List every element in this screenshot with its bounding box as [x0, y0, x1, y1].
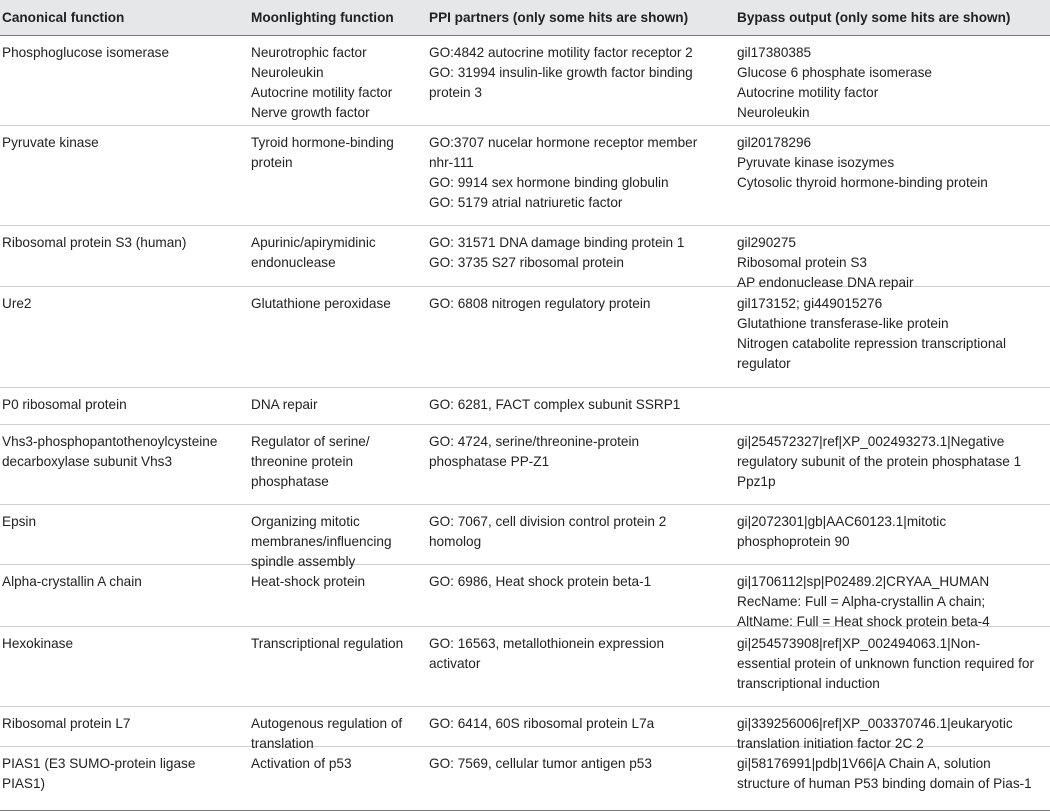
cell-text-line: Glutathione peroxidase: [251, 296, 391, 311]
cell-text-line: Ure2: [2, 296, 32, 311]
table-row: [0, 388, 1050, 425]
cell-text-line: Phosphoglucose isomerase: [2, 45, 170, 60]
cell-text-line: AP endonuclease DNA repair: [737, 275, 914, 290]
cell-text-line: phosphatase PP-Z1: [429, 454, 550, 469]
cell-bypass-output: [737, 432, 1049, 492]
cell-moonlighting-function: [251, 233, 423, 273]
cell-text-line: endonuclease: [251, 255, 336, 270]
cell-canonical-function: [2, 294, 246, 314]
header-canonical-function: Canonical function: [2, 10, 125, 25]
cell-text-line: Pyruvate kinase: [2, 135, 99, 150]
cell-canonical-function: [2, 395, 246, 415]
cell-text-line: homolog: [429, 534, 482, 549]
cell-ppi-partners: [429, 754, 725, 774]
cell-text-line: GO: 31571 DNA damage binding protein 1: [429, 235, 685, 250]
cell-text-line: gi|339256006|ref|XP_003370746.1|eukaryotic: [737, 716, 1013, 731]
cell-canonical-function: [2, 572, 246, 592]
cell-text-line: GO: 6281, FACT complex subunit SSRP1: [429, 397, 681, 412]
cell-moonlighting-function: [251, 294, 423, 314]
cell-text-line: translation: [251, 736, 314, 751]
header-ppi-partners: PPI partners (only some hits are shown): [429, 10, 689, 25]
cell-text-line: AltName: Full = Heat shock protein beta-4: [737, 614, 990, 629]
cell-text-line: Neurotrophic factor: [251, 45, 367, 60]
cell-text-line: Nerve growth factor: [251, 105, 370, 120]
cell-text-line: GO: 3735 S27 ribosomal protein: [429, 255, 624, 270]
cell-text-line: nhr-111: [429, 155, 474, 170]
cell-text-line: Heat-shock protein: [251, 574, 366, 589]
table-row: [0, 747, 1050, 811]
table-row: [0, 36, 1050, 126]
cell-moonlighting-function: [251, 572, 423, 592]
cell-ppi-partners: [429, 714, 725, 734]
cell-text-line: essential protein of unknown function required for: [737, 656, 1034, 671]
cell-text-line: Apurinic/apirymidinic: [251, 235, 376, 250]
cell-text-line: gi|58176991|pdb|1V66|A Chain A, solution: [737, 756, 991, 771]
cell-text-line: phosphatase: [251, 474, 329, 489]
cell-text-line: Ppz1p: [737, 474, 776, 489]
cell-ppi-partners: [429, 43, 725, 103]
cell-text-line: Glutathione transferase-like protein: [737, 316, 949, 331]
cell-text-line: Transcriptional regulation: [251, 636, 404, 651]
header-moonlighting-function: Moonlighting function: [251, 10, 394, 25]
cell-text-line: GO: 6808 nitrogen regulatory protein: [429, 296, 651, 311]
cell-moonlighting-function: [251, 754, 423, 774]
cell-text-line: GO: 31994 insulin-like growth factor binding: [429, 65, 693, 80]
cell-text-line: regulatory subunit of the protein phosphatase 1: [737, 454, 1022, 469]
cell-text-line: PIAS1): [2, 776, 46, 791]
cell-canonical-function: [2, 714, 246, 734]
cell-canonical-function: [2, 43, 246, 63]
cell-text-line: Autogenous regulation of: [251, 716, 403, 731]
cell-ppi-partners: [429, 233, 725, 273]
cell-text-line: Ribosomal protein L7: [2, 716, 131, 731]
cell-text-line: P0 ribosomal protein: [2, 397, 127, 412]
cell-text-line: PIAS1 (E3 SUMO-protein ligase: [2, 756, 196, 771]
cell-bypass-output: [737, 754, 1049, 794]
cell-text-line: Activation of p53: [251, 756, 352, 771]
cell-text-line: GO:4842 autocrine motility factor receptor 2: [429, 45, 693, 60]
cell-ppi-partners: [429, 133, 725, 213]
cell-text-line: GO: 6414, 60S ribosomal protein L7a: [429, 716, 655, 731]
cell-text-line: Autocrine motility factor: [737, 85, 879, 100]
table-row: [0, 627, 1050, 707]
cell-text-line: GO: 9914 sex hormone binding globulin: [429, 175, 669, 190]
cell-text-line: Nitrogen catabolite repression transcriptional: [737, 336, 1006, 351]
cell-canonical-function: [2, 512, 246, 532]
cell-text-line: Glucose 6 phosphate isomerase: [737, 65, 932, 80]
cell-text-line: gi|1706112|sp|P02489.2|CRYAA_HUMAN: [737, 574, 990, 589]
cell-text-line: GO:3707 nucelar hormone receptor member: [429, 135, 698, 150]
cell-bypass-output: [737, 294, 1049, 374]
cell-text-line: Pyruvate kinase isozymes: [737, 155, 895, 170]
cell-canonical-function: [2, 754, 246, 794]
cell-text-line: translation initiation factor 2C 2: [737, 736, 924, 751]
cell-text-line: gi|254572327|ref|XP_002493273.1|Negative: [737, 434, 1005, 449]
cell-bypass-output: [737, 233, 1049, 293]
cell-text-line: Tyroid hormone-binding: [251, 135, 394, 150]
cell-text-line: Regulator of serine/: [251, 434, 370, 449]
cell-moonlighting-function: [251, 512, 423, 572]
cell-text-line: GO: 16563, metallothionein expression: [429, 636, 665, 651]
table-row: [0, 707, 1050, 751]
cell-canonical-function: [2, 233, 246, 253]
cell-text-line: phosphoprotein 90: [737, 534, 850, 549]
cell-ppi-partners: [429, 634, 725, 674]
table-row: [0, 505, 1050, 569]
cell-ppi-partners: [429, 294, 725, 314]
cell-text-line: Alpha-crystallin A chain: [2, 574, 142, 589]
cell-text-line: regulator: [737, 356, 791, 371]
cell-text-line: Autocrine motility factor: [251, 85, 393, 100]
cell-text-line: threonine protein: [251, 454, 354, 469]
cell-moonlighting-function: [251, 43, 423, 123]
cell-ppi-partners: [429, 572, 725, 592]
cell-canonical-function: [2, 133, 246, 153]
header-bypass-output: Bypass output (only some hits are shown): [737, 10, 1011, 25]
cell-text-line: Ribosomal protein S3 (human): [2, 235, 187, 250]
cell-text-line: gil173152; gi449015276: [737, 296, 883, 311]
cell-text-line: gi|2072301|gb|AAC60123.1|mitotic: [737, 514, 947, 529]
cell-text-line: GO: 7569, cellular tumor antigen p53: [429, 756, 652, 771]
cell-bypass-output: [737, 43, 1049, 123]
cell-text-line: RecName: Full = Alpha-crystallin A chain;: [737, 594, 986, 609]
cell-text-line: GO: 7067, cell division control protein 2: [429, 514, 667, 529]
cell-text-line: protein: [251, 155, 293, 170]
cell-ppi-partners: [429, 395, 725, 415]
cell-text-line: gi|254573908|ref|XP_002494063.1|Non-: [737, 636, 981, 651]
cell-text-line: GO: 6986, Heat shock protein beta-1: [429, 574, 652, 589]
cell-text-line: membranes/influencing: [251, 534, 392, 549]
cell-bypass-output: [737, 572, 1049, 632]
cell-text-line: Neuroleukin: [737, 105, 810, 120]
cell-text-line: gil17380385: [737, 45, 812, 60]
cell-bypass-output: [737, 512, 1049, 552]
table-row: [0, 226, 1050, 290]
cell-text-line: protein 3: [429, 85, 482, 100]
table-header: [0, 0, 1050, 36]
cell-bypass-output: [737, 133, 1049, 193]
cell-moonlighting-function: [251, 634, 423, 654]
table-row: [0, 565, 1050, 627]
cell-text-line: Organizing mitotic: [251, 514, 360, 529]
cell-text-line: GO: 4724, serine/threonine-protein: [429, 434, 640, 449]
cell-text-line: transcriptional induction: [737, 676, 880, 691]
cell-moonlighting-function: [251, 395, 423, 415]
cell-text-line: gil20178296: [737, 135, 812, 150]
cell-text-line: spindle assembly: [251, 554, 356, 569]
cell-text-line: activator: [429, 656, 481, 671]
cell-text-line: Ribosomal protein S3: [737, 255, 867, 270]
table-row: [0, 287, 1050, 388]
table-row: [0, 425, 1050, 505]
cell-text-line: Hexokinase: [2, 636, 74, 651]
cell-text-line: Epsin: [2, 514, 37, 529]
cell-text-line: Vhs3-phosphopantothenoylcysteine: [2, 434, 218, 449]
cell-canonical-function: [2, 432, 246, 472]
cell-canonical-function: [2, 634, 246, 654]
cell-text-line: DNA repair: [251, 397, 318, 412]
cell-text-line: gil290275: [737, 235, 796, 250]
cell-text-line: decarboxylase subunit Vhs3: [2, 454, 173, 469]
cell-ppi-partners: [429, 512, 725, 552]
cell-ppi-partners: [429, 432, 725, 472]
cell-text-line: Neuroleukin: [251, 65, 324, 80]
cell-bypass-output: [737, 634, 1049, 694]
cell-moonlighting-function: [251, 133, 423, 173]
cell-text-line: Cytosolic thyroid hormone-binding protein: [737, 175, 988, 190]
table-row: [0, 126, 1050, 226]
cell-text-line: GO: 5179 atrial natriuretic factor: [429, 195, 623, 210]
cell-moonlighting-function: [251, 432, 423, 492]
cell-text-line: structure of human P53 binding domain of Pias-1: [737, 776, 1032, 791]
